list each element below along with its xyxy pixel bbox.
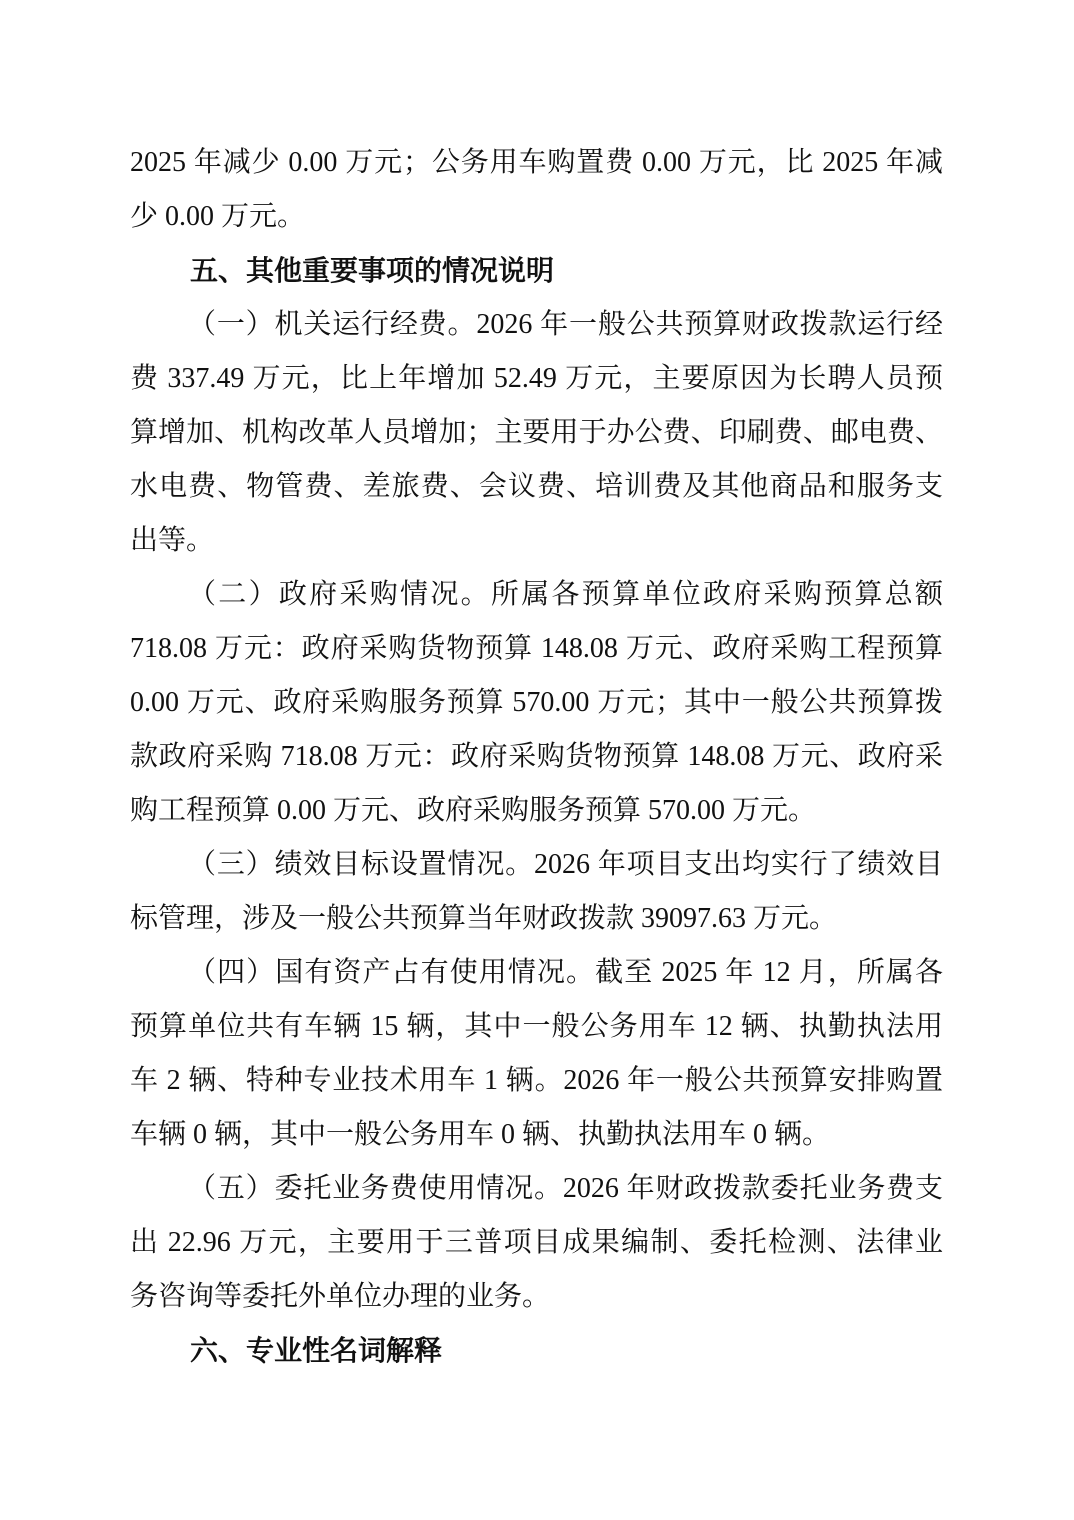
paragraph-line: （五）委托业务费使用情况。2026 年财政拨款委托业务费支 [188, 1173, 943, 1204]
paragraph [130, 1162, 943, 1324]
paragraph-line: （二）政府采购情况。所属各预算单位政府采购预算总额 [188, 579, 943, 610]
paragraph [130, 136, 943, 244]
section-heading: 六、专业性名词解释 [190, 1335, 443, 1366]
paragraph [130, 568, 943, 838]
paragraph-line: 标管理，涉及一般公共预算当年财政拨款 39097.63 万元。 [130, 903, 838, 934]
paragraph-line: 务咨询等委托外单位办理的业务。 [130, 1281, 551, 1312]
paragraph-line: 2025 年减少 0.00 万元；公务用车购置费 0.00 万元，比 2025 年减 [130, 147, 943, 178]
paragraph-line: 款政府采购 718.08 万元：政府采购货物预算 148.08 万元、政府采 [130, 741, 943, 772]
paragraph-line: 718.08 万元：政府采购货物预算 148.08 万元、政府采购工程预算 [130, 633, 943, 664]
paragraph-line: 水电费、物管费、差旅费、会议费、培训费及其他商品和服务支 [130, 471, 943, 502]
paragraph-line: （三）绩效目标设置情况。2026 年项目支出均实行了绩效目 [188, 849, 943, 880]
paragraph-line: 出等。 [130, 525, 215, 556]
paragraph-line: 预算单位共有车辆 15 辆，其中一般公务用车 12 辆、执勤执法用 [130, 1011, 943, 1042]
paragraph-line: 购工程预算 0.00 万元、政府采购服务预算 570.00 万元。 [130, 795, 817, 826]
paragraph [130, 298, 943, 568]
paragraph-line: 少 0.00 万元。 [130, 201, 306, 232]
document-page [130, 136, 943, 1378]
paragraph-line: 出 22.96 万元，主要用于三普项目成果编制、委托检测、法律业 [130, 1227, 943, 1258]
section-heading: 五、其他重要事项的情况说明 [190, 255, 555, 286]
paragraph [130, 838, 943, 946]
paragraph-line: 0.00 万元、政府采购服务预算 570.00 万元；其中一般公共预算拨 [130, 687, 943, 718]
paragraph-line: （一）机关运行经费。2026 年一般公共预算财政拨款运行经 [188, 309, 943, 340]
paragraph-line: （四）国有资产占有使用情况。截至 2025 年 12 月，所属各 [188, 957, 943, 988]
paragraph-line: 费 337.49 万元，比上年增加 52.49 万元，主要原因为长聘人员预 [130, 363, 943, 394]
paragraph-line: 算增加、机构改革人员增加；主要用于办公费、印刷费、邮电费、 [130, 417, 943, 448]
paragraph-line: 车 2 辆、特种专业技术用车 1 辆。2026 年一般公共预算安排购置 [130, 1065, 943, 1096]
paragraph-line: 车辆 0 辆，其中一般公务用车 0 辆、执勤执法用车 0 辆。 [130, 1119, 831, 1150]
paragraph [130, 946, 943, 1162]
